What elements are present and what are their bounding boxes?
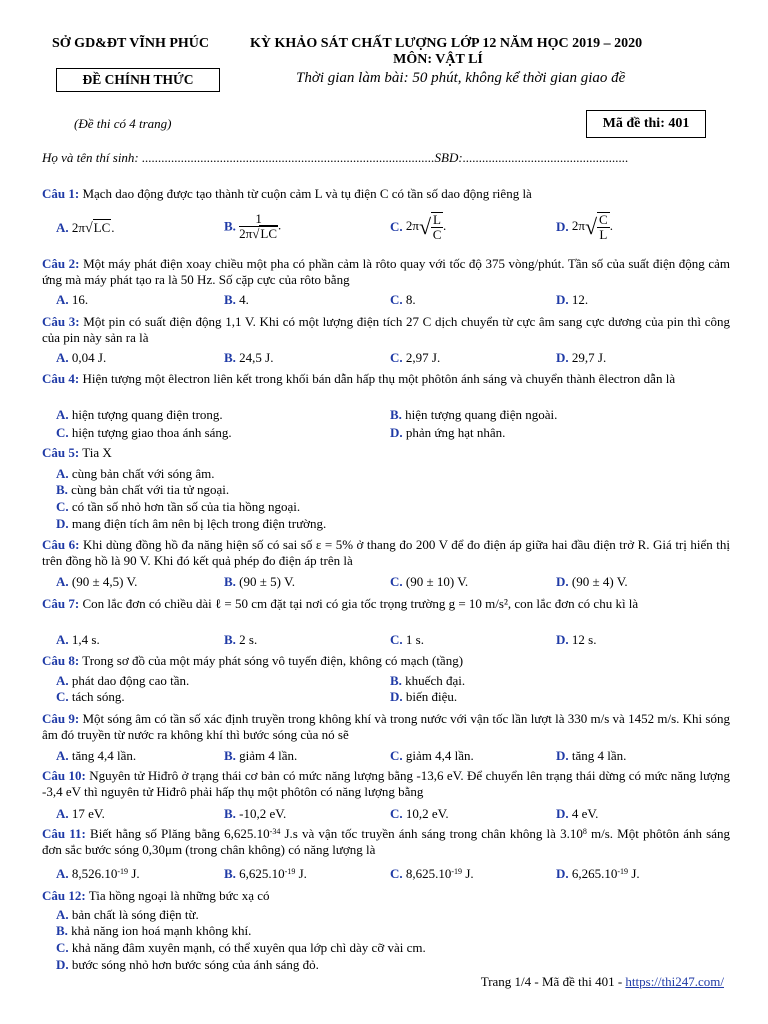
question-12-option-b[interactable]: [56, 923, 251, 939]
option-d[interactable]: [556, 806, 598, 822]
question-text-part-a: Biết hằng số Plăng bằng 6,625.10: [85, 826, 270, 841]
option-text: 17 eV.: [71, 806, 105, 821]
question-label: Câu 1:: [42, 186, 80, 201]
question-label: Câu 4:: [42, 371, 80, 386]
option-a[interactable]: [56, 673, 189, 689]
option-c[interactable]: [56, 425, 232, 441]
option-letter: D.: [556, 806, 569, 821]
option-text: bước sóng nhỏ hơn bước sóng của ánh sáng đỏ.: [71, 957, 319, 972]
formula-2pi-sqrt-lc: 2π√LC.: [71, 220, 115, 236]
option-unit: J.: [295, 866, 307, 881]
question-5-option-c[interactable]: [56, 499, 300, 515]
option-letter: D.: [556, 292, 569, 307]
option-letter: C.: [390, 350, 403, 365]
option-text: tách sóng.: [71, 689, 125, 704]
option-letter: C.: [390, 748, 403, 763]
option-text: tăng 4,4 lần.: [71, 748, 137, 763]
option-letter: B.: [224, 748, 236, 763]
option-text: phản ứng hạt nhân.: [405, 425, 506, 440]
option-a[interactable]: [56, 220, 115, 237]
question-12-option-a[interactable]: [56, 907, 199, 923]
option-letter: C.: [390, 292, 403, 307]
option-letter: A.: [56, 866, 69, 881]
option-text: mang điện tích âm nên bị lệch trong điện trường.: [71, 516, 327, 531]
option-letter: A.: [56, 220, 69, 235]
option-letter: C.: [56, 940, 69, 955]
question-2: [42, 256, 730, 288]
question-6: [42, 537, 730, 569]
option-b[interactable]: [224, 748, 297, 764]
question-4: [42, 371, 730, 387]
option-d[interactable]: [390, 425, 505, 441]
option-d[interactable]: [390, 689, 457, 705]
option-letter: D.: [56, 957, 69, 972]
student-name-label: Họ và tên thí sinh:: [42, 150, 143, 165]
question-label: Câu 5:: [42, 445, 80, 460]
option-text: (90 ± 10) V.: [405, 574, 469, 589]
question-3-options: [56, 350, 736, 366]
option-letter: C.: [56, 499, 69, 514]
question-text: Tia X: [79, 445, 112, 460]
option-letter: C.: [390, 219, 403, 234]
option-c[interactable]: [390, 866, 474, 882]
option-c[interactable]: [390, 632, 424, 648]
option-text: 6,265.10: [571, 866, 618, 881]
option-text: có tần số nhỏ hơn tần số của tia hồng ngoại.: [71, 499, 301, 514]
student-name-dots: ..........................................................................................: [142, 150, 435, 165]
question-7: [42, 596, 730, 612]
option-letter: A.: [56, 673, 69, 688]
question-7-options: [56, 632, 736, 648]
option-c[interactable]: [390, 748, 474, 764]
option-text: giảm 4 lần.: [239, 748, 298, 763]
option-text: cùng bản chất với tia tử ngoại.: [71, 482, 230, 497]
exam-subject: MÔN: VẬT LÍ: [393, 52, 483, 67]
option-text: 2 s.: [239, 632, 258, 647]
option-letter: B.: [224, 292, 236, 307]
question-8-options-row1: [56, 673, 736, 689]
option-a[interactable]: [56, 632, 100, 648]
question-10: [42, 768, 730, 800]
question-11: [42, 826, 730, 858]
option-text: 1 s.: [405, 632, 424, 647]
option-unit: J.: [128, 866, 140, 881]
exponent: -34: [269, 827, 281, 836]
option-letter: D.: [56, 516, 69, 531]
sbd-dots: ...................................................: [462, 150, 629, 165]
option-letter: A.: [56, 806, 69, 821]
option-d[interactable]: [556, 866, 640, 882]
option-unit: J.: [462, 866, 474, 881]
footer-link[interactable]: https://thi247.com/: [625, 974, 724, 989]
question-text: Một sóng âm có tần số xác định truyền trong không khí và trong nước với vận tốc lần lượt là 330 m/s và 1452 m/s. Khi sóng âm đó truyền từ nước ra không khí thì bước sóng của nó sẽ: [42, 711, 730, 742]
option-d[interactable]: [556, 748, 626, 764]
option-b[interactable]: B. $\frac{1}{2\pi√LC}$ .: [224, 211, 282, 241]
option-letter: A.: [56, 907, 69, 922]
option-text: bản chất là sóng điện từ.: [71, 907, 199, 922]
question-text: Hiện tượng một êlectron liên kết trong khối bán dẫn hấp thụ một phôtôn ánh sáng và chuyển thành êlectron dẫn là: [79, 371, 676, 386]
formula-2pi-sqrt-c-over-l: 2π√ $\frac{C}{L}$ .: [571, 212, 613, 242]
question-label: Câu 2:: [42, 256, 80, 271]
option-letter: C.: [390, 866, 403, 881]
option-text: 8.: [405, 292, 416, 307]
option-letter: B.: [56, 482, 68, 497]
option-letter: C.: [56, 689, 69, 704]
option-letter: B.: [390, 673, 402, 688]
option-text: cùng bản chất với sóng âm.: [71, 466, 215, 481]
option-c[interactable]: [390, 574, 468, 590]
question-5-option-d[interactable]: [56, 516, 326, 532]
footer-text: Trang 1/4 - Mã đề thi 401 -: [480, 974, 626, 989]
question-1: [42, 186, 730, 202]
question-text-part-c: m/s. Một phôtôn ánh sáng đơn sắc bước sóng 0,30μm (trong chân không) có năng lượng là: [42, 826, 731, 857]
page-footer: [481, 974, 724, 990]
question-text: Khi dùng đồng hồ đa năng hiện số có sai số ε = 5% ở thang đo 200 V để đo điện áp giữa hai đầu điện trở R. Giá trị hiển thị trên đồng hồ là 90 V. Khi đó kết quả phép đo điện áp trên là: [42, 537, 731, 568]
formula-2pi-sqrt-l-over-c: 2π√ $\frac{L}{C}$ .: [405, 212, 447, 242]
option-a[interactable]: [56, 350, 106, 366]
question-text: Nguyên tử Hiđrô ở trạng thái cơ bản có mức năng lượng bằng -13,6 eV. Để chuyển lên trạng thái dừng có mức năng lượng -3,4 eV thì nguyên tử Hiđrô phải hấp thụ một phôtôn có năng lượng bằng: [42, 768, 730, 799]
option-d[interactable]: [556, 350, 606, 366]
option-c[interactable]: [390, 806, 449, 822]
option-letter: D.: [556, 748, 569, 763]
option-text: 8,526.10: [71, 866, 118, 881]
option-d[interactable]: [556, 632, 596, 648]
option-letter: A.: [56, 350, 69, 365]
option-b[interactable]: [390, 407, 557, 423]
question-label: Câu 3:: [42, 314, 80, 329]
option-text: phát dao động cao tần.: [71, 673, 190, 688]
option-letter: B.: [224, 218, 236, 234]
option-a[interactable]: [56, 574, 137, 590]
question-6-options: [56, 574, 736, 590]
option-letter: A.: [56, 574, 69, 589]
question-9: [42, 711, 730, 743]
option-c[interactable]: [56, 689, 125, 705]
option-text: 10,2 eV.: [405, 806, 449, 821]
option-a[interactable]: [56, 866, 140, 882]
option-c[interactable]: [390, 350, 440, 366]
option-text: khả năng đâm xuyên mạnh, có thể xuyên qua lớp chì dày cỡ vài cm.: [71, 940, 426, 955]
question-text: Tia hồng ngoại là những bức xạ có: [85, 888, 270, 903]
option-letter: A.: [56, 748, 69, 763]
option-b[interactable]: [224, 866, 307, 882]
question-12-option-c[interactable]: [56, 940, 426, 956]
option-letter: A.: [56, 407, 69, 422]
option-text: 29,7 J.: [571, 350, 607, 365]
option-letter: B.: [390, 407, 402, 422]
option-letter: A.: [56, 292, 69, 307]
option-text: hiện tượng giao thoa ánh sáng.: [71, 425, 232, 440]
option-b[interactable]: [224, 292, 249, 308]
option-a[interactable]: [56, 748, 136, 764]
option-text: (90 ± 4) V.: [571, 574, 628, 589]
option-letter: D.: [390, 425, 403, 440]
question-text: Một máy phát điện xoay chiều một pha có phần cảm là rôto quay với tốc độ 375 vòng/phút. Tần số của suất điện động cảm ứng mà máy phát tạo ra là 50 Hz. Số cặp cực của rôto bằng: [42, 256, 730, 287]
question-5: [42, 445, 730, 461]
option-text: 2,97 J.: [405, 350, 441, 365]
question-5-option-b[interactable]: [56, 482, 229, 498]
exam-time-note: Thời gian làm bài: 50 phút, không kể thời gian giao đề: [296, 70, 626, 86]
question-1-options: [56, 212, 736, 248]
option-b[interactable]: [224, 350, 273, 366]
option-text: 6,625.10: [239, 866, 285, 881]
question-4-options-row2: [56, 425, 736, 441]
option-text: hiện tượng quang điện trong.: [71, 407, 223, 422]
question-text: Một pin có suất điện động 1,1 V. Khi có một lượng điện tích 27 C dịch chuyển từ cực âm sang cực dương của pin thì công của pin này sản ra là: [42, 314, 730, 345]
question-12: [42, 888, 730, 904]
question-9-options: [56, 748, 736, 764]
option-text: 12 s.: [571, 632, 597, 647]
question-text: Con lắc đơn có chiều dài ℓ = 50 cm đặt tại nơi có gia tốc trọng trường g = 10 m/s², con lắc đơn có chu kì là: [79, 596, 639, 611]
option-letter: D.: [556, 866, 569, 881]
question-text: Trong sơ đồ của một máy phát sóng vô tuyến điện, không có mạch (tầng): [79, 653, 464, 668]
option-letter: B.: [224, 632, 236, 647]
question-label: Câu 8:: [42, 653, 80, 668]
question-12-option-d[interactable]: [56, 957, 319, 973]
option-letter: B.: [56, 923, 68, 938]
option-d[interactable]: [556, 212, 613, 242]
option-text: 4.: [239, 292, 249, 307]
option-text: khuếch đại.: [405, 673, 466, 688]
option-text: -10,2 eV.: [239, 806, 287, 821]
option-letter: D.: [556, 574, 569, 589]
option-text: 1,4 s.: [71, 632, 100, 647]
option-c[interactable]: [390, 212, 446, 242]
exponent: -19: [117, 867, 129, 876]
option-text: 12.: [571, 292, 589, 307]
question-text-part-b: J.s và vận tốc truyền ánh sáng trong chân không là 3.10: [280, 826, 583, 841]
option-a[interactable]: [56, 407, 223, 423]
option-d[interactable]: [556, 574, 628, 590]
option-b[interactable]: [224, 574, 295, 590]
exponent: -19: [617, 867, 629, 876]
option-text: giảm 4,4 lần.: [405, 748, 474, 763]
question-4-options-row1: [56, 407, 736, 423]
question-label: Câu 7:: [42, 596, 80, 611]
option-letter: C.: [390, 806, 403, 821]
question-label: Câu 10:: [42, 768, 86, 783]
question-label: Câu 11:: [42, 826, 86, 841]
exponent: 8: [582, 827, 587, 836]
question-10-options: [56, 806, 736, 822]
question-8-options-row2: [56, 689, 736, 705]
exam-title: KỲ KHẢO SÁT CHẤT LƯỢNG LỚP 12 NĂM HỌC 2019 – 2020: [250, 36, 643, 51]
official-label: ĐỀ CHÍNH THỨC: [82, 72, 194, 87]
option-unit: J.: [628, 866, 640, 881]
question-3: [42, 314, 730, 346]
option-letter: D.: [556, 350, 569, 365]
option-text: (90 ± 5) V.: [239, 574, 295, 589]
option-letter: B.: [224, 866, 236, 881]
option-text: biến điệu.: [405, 689, 458, 704]
question-11-options: [56, 866, 736, 882]
question-5-option-a[interactable]: [56, 466, 215, 482]
option-letter: B.: [224, 350, 236, 365]
option-b[interactable]: [390, 673, 465, 689]
question-2-options: [56, 292, 736, 308]
exam-code-box: [586, 110, 706, 138]
question-label: Câu 12:: [42, 888, 86, 903]
option-letter: B.: [224, 806, 236, 821]
option-a[interactable]: [56, 292, 88, 308]
option-letter: A.: [56, 466, 69, 481]
option-text: 24,5 J.: [239, 350, 274, 365]
exponent: -19: [451, 867, 463, 876]
option-letter: C.: [390, 632, 403, 647]
official-label-box: [56, 68, 220, 92]
option-letter: C.: [390, 574, 403, 589]
question-text: Mạch dao động được tạo thành từ cuộn cảm L và tụ điện C có tần số dao động riêng là: [79, 186, 532, 201]
option-letter: A.: [56, 632, 69, 647]
student-info-line: [42, 150, 628, 166]
option-letter: C.: [56, 425, 69, 440]
option-d[interactable]: [556, 292, 588, 308]
question-8: [42, 653, 730, 669]
option-text: 8,625.10: [405, 866, 452, 881]
option-c[interactable]: [390, 292, 416, 308]
option-text: 4 eV.: [571, 806, 599, 821]
option-text: khả năng ion hoá mạnh không khí.: [71, 923, 252, 938]
option-letter: D.: [556, 219, 569, 234]
formula-1-over-2pi-sqrt-lc: $\frac{1}{2\pi√LC}$: [239, 211, 278, 241]
option-b[interactable]: [224, 806, 286, 822]
question-label: Câu 6:: [42, 537, 80, 552]
option-b[interactable]: [224, 632, 257, 648]
option-letter: D.: [390, 689, 403, 704]
sbd-label: SBD:: [434, 150, 463, 165]
option-text: hiện tượng quang điện ngoài.: [405, 407, 558, 422]
option-text: 16.: [71, 292, 89, 307]
option-text: (90 ± 4,5) V.: [71, 574, 138, 589]
option-letter: D.: [556, 632, 569, 647]
exponent: -19: [284, 867, 296, 876]
question-label: Câu 9:: [42, 711, 80, 726]
option-letter: B.: [224, 574, 236, 589]
option-text: tăng 4 lần.: [571, 748, 627, 763]
option-a[interactable]: [56, 806, 105, 822]
page-count-note: (Đề thi có 4 trang): [74, 116, 172, 131]
exam-code: Mã đề thi: 401: [602, 116, 690, 131]
department-name: SỞ GD&ĐT VĨNH PHÚC: [52, 36, 210, 51]
option-text: 0,04 J.: [71, 350, 107, 365]
